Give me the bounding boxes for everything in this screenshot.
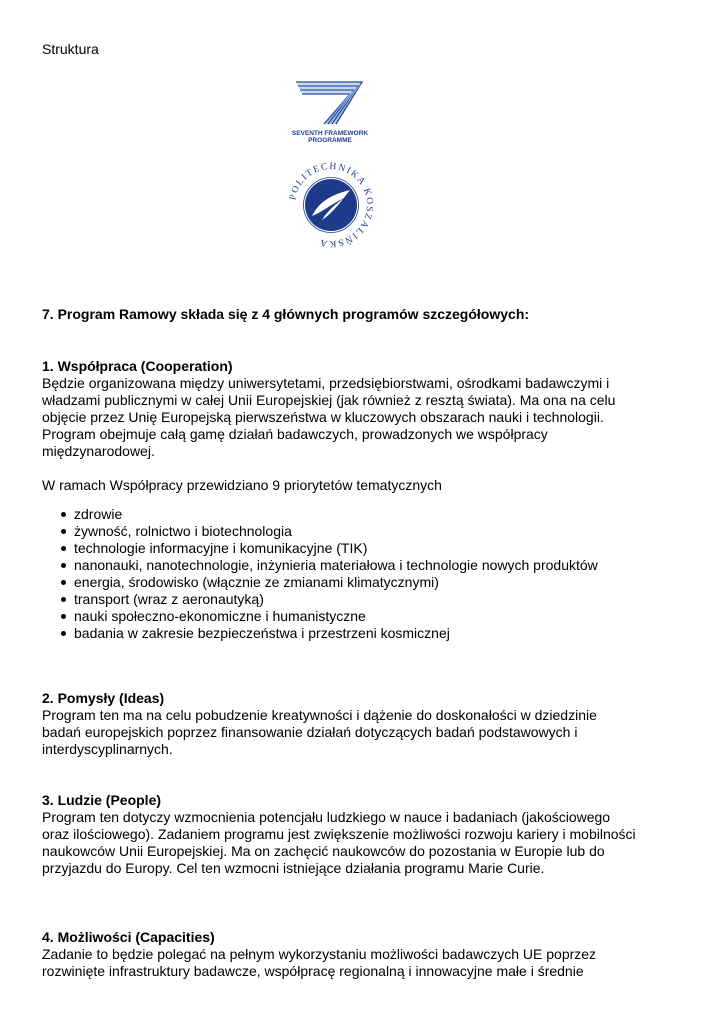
fp7-caption-2: PROGRAMME (308, 137, 352, 144)
list-item (42, 608, 598, 625)
section2-heading: 2. Pomysły (Ideas) (42, 690, 165, 706)
section2-line: Program ten ma na celu pobudzenie kreatywności i dążenie do doskonałości w dziedzinie (42, 707, 597, 723)
list-item (42, 506, 598, 523)
priorities-list (42, 506, 598, 642)
section1-body (42, 375, 682, 460)
list-item (42, 540, 598, 557)
politechnika-logo (286, 160, 376, 250)
politechnika-ring-text: POLITECHNIKA KOSZALIŃSKA (288, 161, 375, 249)
list-item-label: energia, środowisko (włącznie ze zmianami klimatycznymi) (74, 574, 439, 590)
list-item-label: zdrowie (74, 506, 123, 522)
list-item (42, 591, 598, 608)
section3-line: naukowców Unii Europejskiej. Ma on zachęcić naukowców do pozostania w Europie lub do (42, 843, 605, 859)
section2-line: interdyscyplinarnych. (42, 741, 173, 757)
section3-line: przyjazdu do Europy. Cel ten wzmocni istniejące działania programu Marie Curie. (42, 860, 545, 876)
list-item-label: technologie informacyjne i komunikacyjne (TIK) (74, 540, 368, 556)
page-title: Struktura (42, 41, 99, 57)
section4-heading: 4. Możliwości (Capacities) (42, 929, 215, 945)
bullet-icon (61, 512, 66, 517)
list-item-label: badania w zakresie bezpieczeństwa i przestrzeni kosmicznej (74, 625, 450, 641)
list-item (42, 557, 598, 574)
fp7-seven-icon (288, 78, 372, 158)
section2-line: badań europejskich poprzez finansowanie działań dotyczących badań podstawowych i (42, 724, 578, 740)
section1-line: międzynarodowej. (42, 443, 155, 459)
bullet-icon (61, 563, 66, 568)
bullet-icon (61, 597, 66, 602)
section2-body (42, 707, 682, 758)
intro-heading: 7. Program Ramowy składa się z 4 głównych programów szczegółowych: (42, 306, 530, 322)
section3-line: oraz ilościowego). Zadaniem programu jest zwiększenie możliwości rozwoju kariery i mobilności (42, 826, 636, 842)
list-item-label: nauki społeczno-ekonomiczne i humanistyczne (74, 608, 366, 624)
bullet-icon (61, 546, 66, 551)
list-item-label: transport (wraz z aeronautyką) (74, 591, 264, 607)
politechnika-emblem-icon (286, 160, 376, 250)
priorities-intro: W ramach Współpracy przewidziano 9 priorytetów tematycznych (42, 477, 442, 493)
bullet-icon (61, 614, 66, 619)
section3-line: Program ten dotyczy wzmocnienia potencjału ludzkiego w nauce i badaniach (jakościowego (42, 809, 611, 825)
section1-line: objęcie przez Unię Europejską pierwszeństwa w kluczowych obszarach nauki i technologii. (42, 409, 604, 425)
list-item (42, 523, 598, 540)
section3-heading: 3. Ludzie (People) (42, 792, 162, 808)
list-item-label: nanonauki, nanotechnologie, inżynieria materiałowa i technologie nowych produktów (74, 557, 598, 573)
list-item-label: żywność, rolnictwo i biotechnologia (74, 523, 292, 539)
fp7-logo (288, 78, 372, 158)
list-item (42, 574, 598, 591)
section1-heading: 1. Współpraca (Cooperation) (42, 358, 233, 374)
section1-line: Program obejmuje całą gamę działań badawczych, prowadzonych we współpracy (42, 426, 548, 442)
section4-line: rozwinięte infrastruktury badawcze, współpracę regionalną i innowacyjne małe i średnie (42, 963, 584, 979)
bullet-icon (61, 580, 66, 585)
list-item (42, 625, 598, 642)
section1-line: Będzie organizowana między uniwersytetami, przedsiębiorstwami, ośrodkami badawczymi i (42, 375, 610, 391)
section4-body (42, 946, 682, 980)
section3-body (42, 809, 682, 877)
fp7-caption-1: SEVENTH FRAMEWORK (291, 130, 369, 137)
section1-line: władzami publicznymi w całej Unii Europejskiej (jak również z resztą świata). Ma ona na celu (42, 392, 616, 408)
section4-line: Zadanie to będzie polegać na pełnym wykorzystaniu możliwości badawczych UE poprzez (42, 946, 597, 962)
bullet-icon (61, 631, 66, 636)
bullet-icon (61, 529, 66, 534)
